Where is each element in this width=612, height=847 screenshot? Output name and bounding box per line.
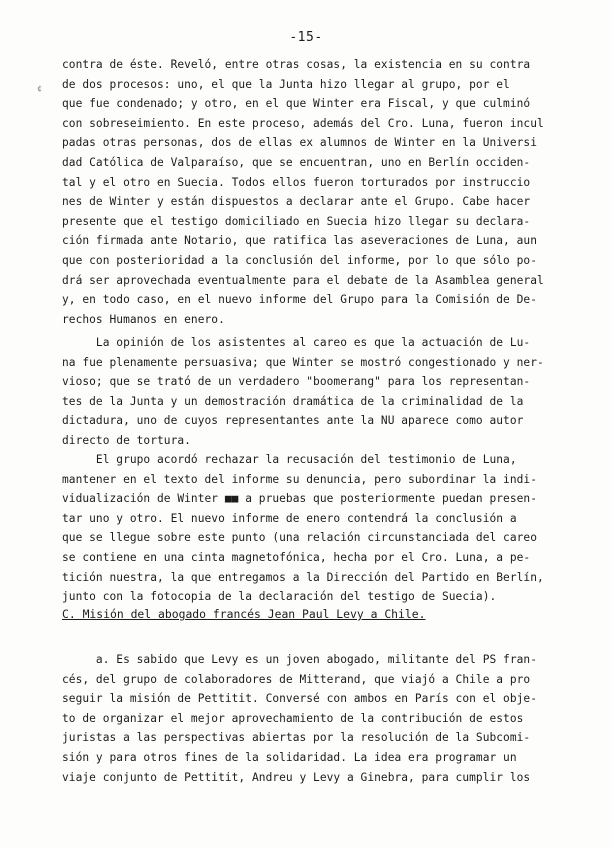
section-heading: C. Misión del abogado francés Jean Paul Levy a Chile.	[62, 607, 426, 621]
text-line: vidualización de Winter ■■ a pruebas que posteriormente puedan presen-	[62, 492, 537, 506]
text-line: dictadura, uno de cuyos representantes ante la NU aparece como autor	[62, 414, 524, 428]
text-line: y, en todo caso, en el nuevo informe del Grupo para la Comisión de De-	[62, 293, 537, 307]
text-line: sión y para otros fines de la solidaridad. La idea era programar un	[62, 750, 517, 764]
margin-mark: ¢	[37, 84, 42, 93]
paragraph-3	[62, 450, 577, 607]
text-line: cés, del grupo de colaboradores de Mitterand, que viajó a Chile a pro	[62, 672, 531, 686]
text-line: se contiene en una cinta magnetofónica, hecha por el Cro. Luna, a pe-	[62, 550, 531, 564]
paragraph-4	[62, 650, 577, 787]
text-line: que con posterioridad a la conclusión del informe, por lo que sólo po-	[62, 253, 537, 267]
page-number: -15-	[289, 30, 323, 45]
text-line: tición nuestra, la que entregamos a la Dirección del Partido en Berlín,	[62, 570, 544, 584]
text-line: con sobreseimiento. En este proceso, además del Cro. Luna, fueron incul	[62, 116, 544, 130]
text-line: vioso; que se trató de un verdadero "boomerang" para los representan-	[62, 375, 531, 389]
text-line: presente que el testigo domiciliado en Suecia hizo llegar su declara-	[62, 214, 531, 228]
text-line: La opinión de los asistentes al careo es que la actuación de Lu-	[62, 336, 531, 349]
text-line: de dos procesos: uno, el que la Junta hizo llegar al grupo, por el	[62, 77, 510, 91]
text-line: rechos Humanos en enero.	[62, 312, 225, 326]
text-line: tar uno y otro. El nuevo informe de enero contendrá la conclusión a	[62, 511, 517, 525]
text-line: seguir la misión de Pettitit. Conversé con ambos en París con el obje-	[62, 692, 537, 706]
text-line: directo de tortura.	[62, 433, 191, 447]
text-line: na fue plenamente persuasiva; que Winter se mostró congestionado y ner-	[62, 355, 544, 369]
paragraph-1	[62, 55, 577, 329]
text-line: viaje conjunto de Pettitit, Andreu y Levy a Ginebra, para cumplir los	[62, 770, 531, 784]
text-line: tal y el otro en Suecia. Todos ellos fueron torturados por instruccio	[62, 175, 531, 189]
text-line: nes de Winter y están dispuestos a declarar ante el Grupo. Cabe hacer	[62, 195, 531, 209]
text-line: que fue condenado; y otro, en el que Winter era Fiscal, y que culminó	[62, 97, 531, 111]
text-line: tes de la Junta y un demostración dramática de la criminalidad de la	[62, 394, 524, 408]
text-line: a. Es sabido que Levy es un joven abogado, militante del PS fran-	[62, 653, 537, 666]
text-line: drá ser aprovechada eventualmente para el debate de la Asamblea general	[62, 273, 544, 287]
text-line: juristas a las perspectivas abiertas por la resolución de la Subcomi-	[62, 731, 531, 745]
text-line: ción firmada ante Notario, que ratifica las aseveraciones de Luna, aun	[62, 234, 537, 248]
text-line: to de organizar el mejor aprovechamiento de la contribución de estos	[62, 711, 524, 725]
text-line: dad Católica de Valparaíso, que se encuentran, uno en Berlín occiden-	[62, 155, 531, 169]
paragraph-2	[62, 333, 577, 451]
text-line: El grupo acordó rechazar la recusación del testimonio de Luna,	[62, 453, 517, 466]
text-line: padas otras personas, dos de ellas ex alumnos de Winter en la Universi	[62, 136, 537, 150]
text-line: contra de éste. Reveló, entre otras cosas, la existencia en su contra	[62, 58, 531, 71]
text-line: que se llegue sobre este punto (una relación circunstanciada del careo	[62, 531, 537, 545]
text-line: junto con la fotocopia de la declaración del testigo de Suecia).	[62, 590, 497, 604]
text-line: mantener en el texto del informe su denuncia, pero subordinar la indi-	[62, 472, 537, 486]
